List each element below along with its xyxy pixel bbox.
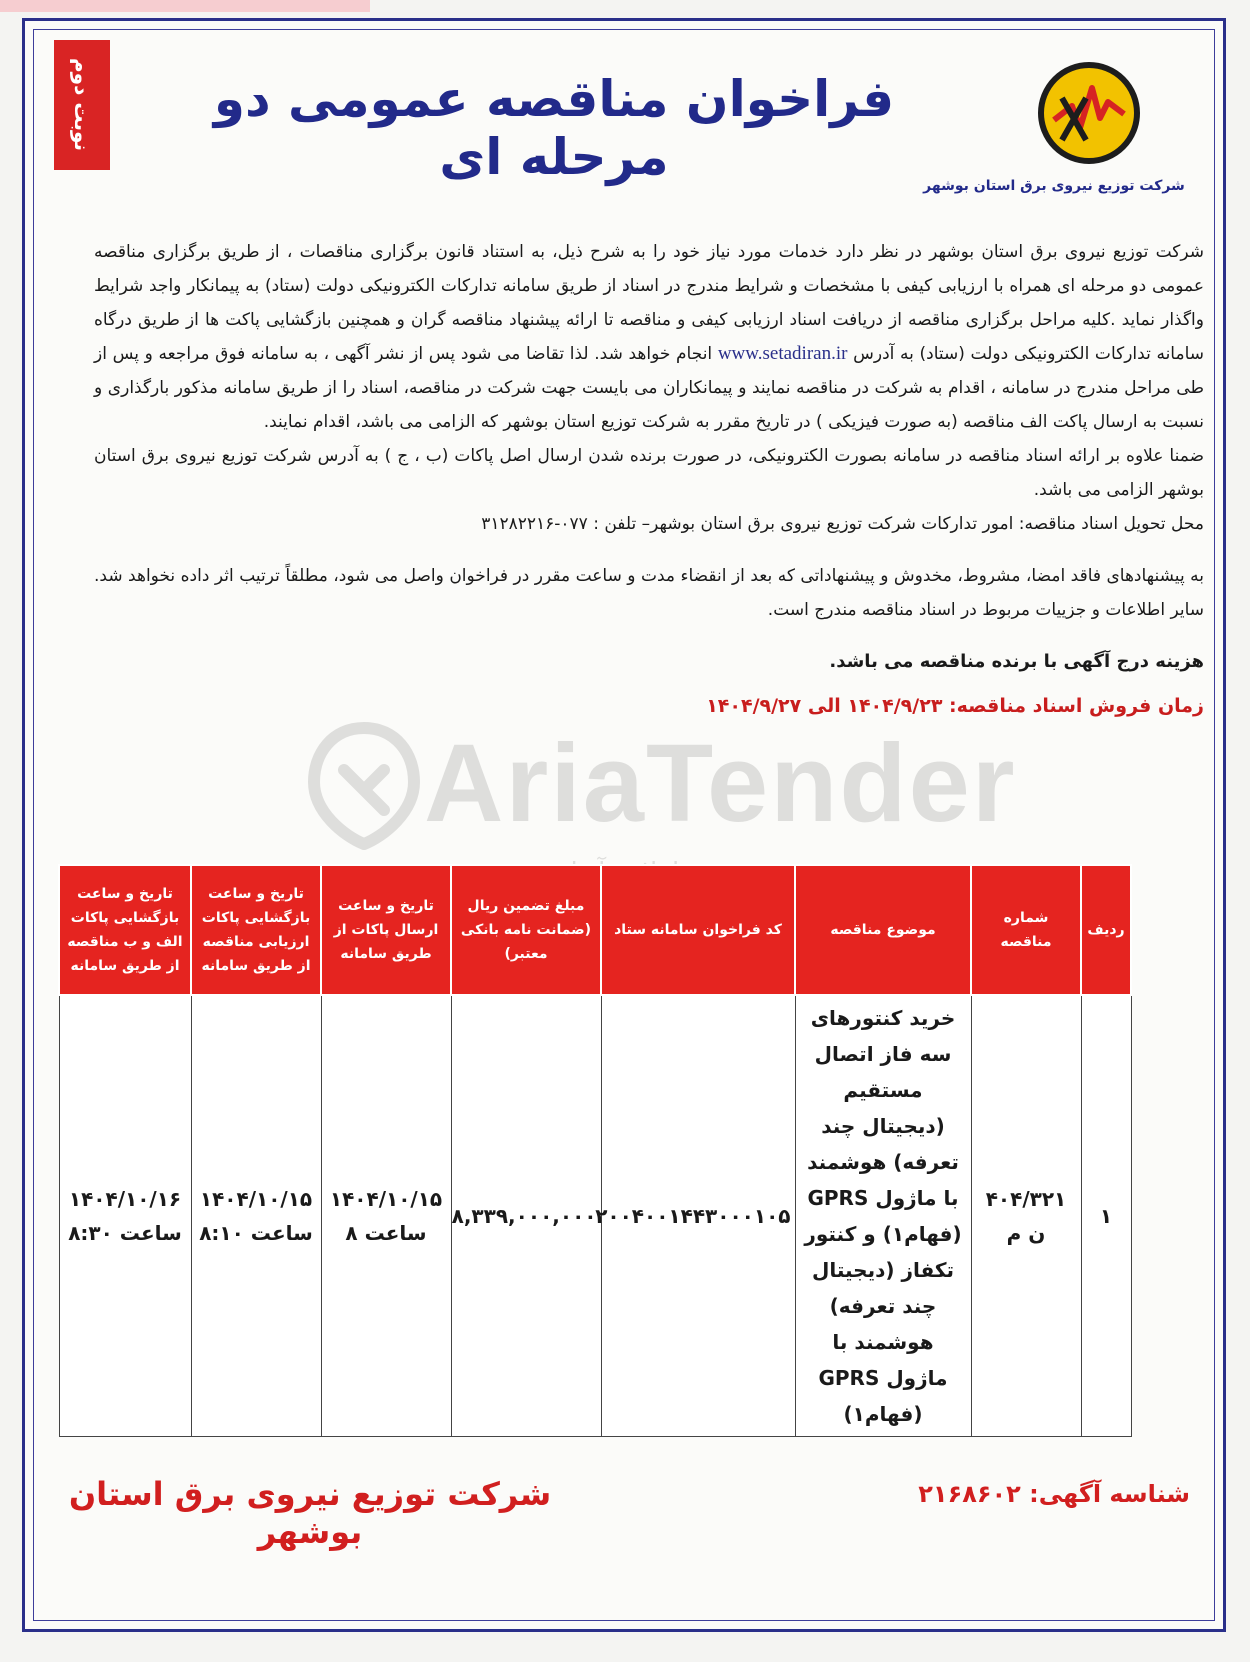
header-subject: موضوع مناقصه [795,865,971,995]
cell-number: ۴۰۴/۳۲۱ ن م [971,995,1081,1437]
setad-link[interactable]: www.setadiran.ir [717,343,848,364]
paragraph-main: شرکت توزیع نیروی برق استان بوشهر در نظر دارد خدمات مورد نیاز خود را به شرح ذیل، به استناد قانون برگزاری مناقصات ، از طریق برگزاری مناقصه عمومی دو مرحله ای همراه با ارزیابی کیفی با مشخصات و شرایط مندرج در اسناد از طریق سامانه تدارکات الکترونیکی دولت (ستاد) به پیمانکار واجد شرایط واگذار نماید .کلیه مراحل برگزاری مناقصه از دریافت اسناد ارزیابی کیفی و مناقصه تا ارائه پیشنهاد مناقصه گران و همچنین بازگشایی پاکت ها از طریق درگاه سامانه تدارکات الکترونیکی دولت (ستاد) به آدرس www.setadiran.ir انجام خواهد شد. لذا تقاضا می شود پس از نشر آگهی ، به سامانه فوق مراجعه و پس از طی مراحل مندرج در سامانه ، اقدام به شرکت در مناقصه نمایند و پیمانکاران می بایست جهت شرکت در مناقصه، اسناد را از طریق سامانه مذکور بارگذاری و نسبت به ارسال پاکت الف مناقصه (به صورت فیزیکی ) در تاریخ مقرر به شرکت توزیع استان بوشهر که الزامی می باشد، اقدام نمایند. [94,242,1205,432]
cell-send-date: ۱۴۰۴/۱۰/۱۵ ساعت ۸ [321,995,451,1437]
page-title: فراخوان مناقصه عمومی دو مرحله ای [213,70,895,186]
header-guarantee: مبلغ تضمین ریال (ضمانت نامه بانکی معتبر) [451,865,601,995]
watermark-logo-icon [304,720,424,850]
watermark [304,720,1017,870]
cell-subject: خرید کنتورهای سه فاز اتصال مستقیم (دیجیتال چند تعرفه) هوشمند با ماژول GPRS (فهام۱) و کنتور تکفاز (دیجیتال چند تعرفه) هوشمند با ماژول GPRS (فهام۱) [795,995,971,1437]
top-stripe [0,0,370,12]
header-code: کد فراخوان سامانه ستاد [601,865,795,995]
paragraph-invalid-bids: به پیشنهادهای فاقد امضا، مشروط، مخدوش و پیشنهاداتی که بعد از انقضاء مدت و ساعت مقرر در فراخوان واصل می شود، مطلقاً ترتیب اثر داده نخواهد شد. سایر اطلاعات و جزییات مربوط در اسناد مناقصه مندرج است. [94,566,1204,620]
round-badge: نوبت دوم [54,40,110,170]
company-logo-icon [1034,58,1144,168]
tender-table [58,864,1132,1437]
header-number: شماره مناقصه [971,865,1081,995]
table-header-row [59,865,1131,995]
table-row [59,995,1131,1437]
header-index: ردیف [1081,865,1131,995]
paragraph-ad-cost: هزینه درج آگهی با برنده مناقصه می باشد. [829,651,1204,672]
cell-guarantee: ۸,۳۳۹,۰۰۰,۰۰۰ [451,995,601,1437]
paragraph-original-packets: ضمنا علاوه بر ارائه اسناد مناقصه در سامانه بصورت الکترونیکی، در صورت برنده شدن ارسال اصل پاکات (ب ، ج ) به آدرس شرکت توزیع نیروی برق استان بوشهر الزامی می باشد. [94,446,1204,500]
cell-index: ۱ [1081,995,1131,1437]
ad-id: شناسه آگهی: ۲۱۶۸۶۰۲ [918,1480,1190,1508]
footer-company: شرکت توزیع نیروی برق استان بوشهر [68,1475,552,1551]
company-name-header: شرکت توزیع نیروی برق استان بوشهر [923,178,1185,194]
paragraph-delivery-place: محل تحویل اسناد مناقصه: امور تدارکات شرکت توزیع نیروی برق استان بوشهر– تلفن : ۰۷۷-۳۱۲۸۲۲۱۶ [481,514,1204,534]
header-open-eval-date: تاریخ و ساعت بازگشایی پاکات ارزیابی مناقصه از طریق سامانه [191,865,321,995]
sale-period: زمان فروش اسناد مناقصه: ۱۴۰۴/۹/۲۳ الی ۱۴۰۴/۹/۲۷ [706,695,1204,717]
cell-open-eval-date: ۱۴۰۴/۱۰/۱۵ ساعت ۸:۱۰ [191,995,321,1437]
header-open-ab-date: تاریخ و ساعت بازگشایی پاکات الف و ب مناقصه از طریق سامانه [59,865,191,995]
notice-body [94,235,1204,723]
watermark-brand: AriaTender [424,722,1017,845]
cell-open-ab-date: ۱۴۰۴/۱۰/۱۶ ساعت ۸:۳۰ [59,995,191,1437]
cell-code: ۲۰۰۴۰۰۱۴۴۳۰۰۰۱۰۵ [601,995,795,1437]
header-send-date: تاریخ و ساعت ارسال پاکات از طریق سامانه [321,865,451,995]
